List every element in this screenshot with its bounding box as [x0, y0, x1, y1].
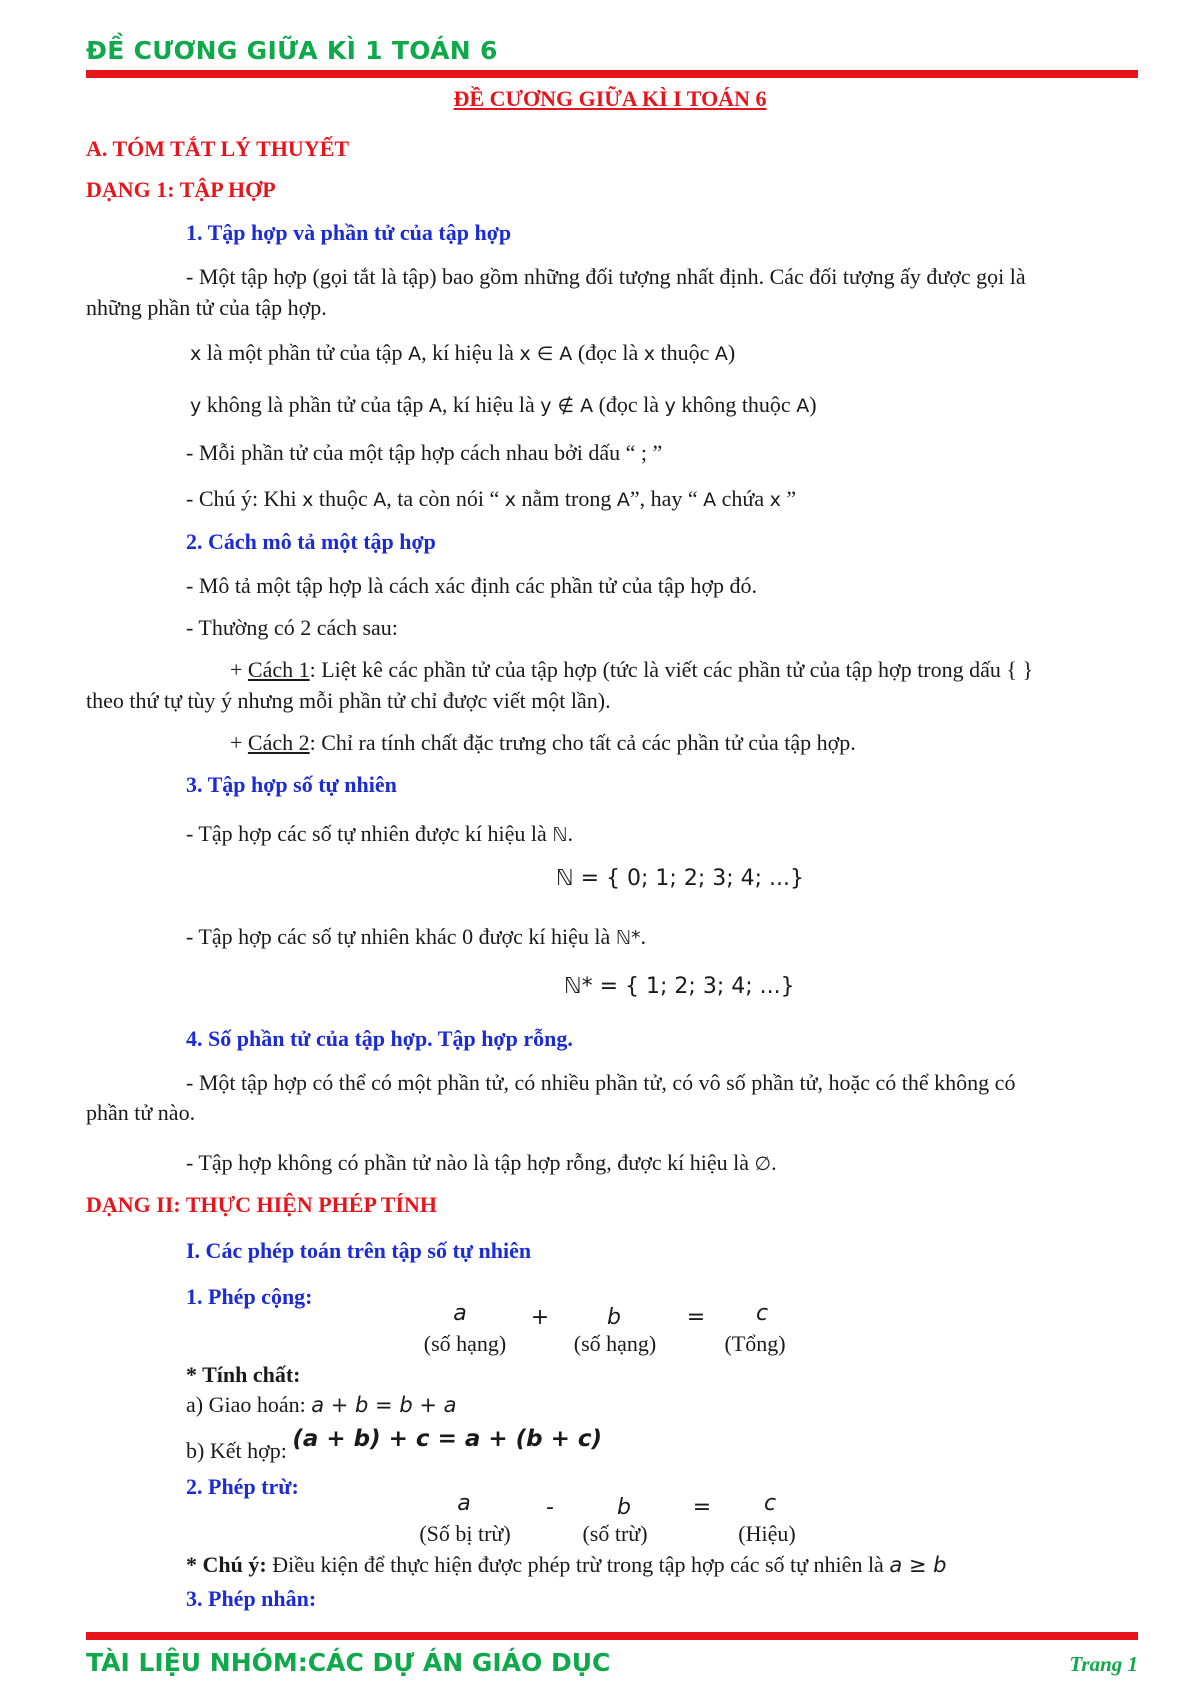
add-eq: =	[686, 1305, 706, 1330]
properties-label: * Tính chất:	[186, 1362, 301, 1387]
s2-paragraph-1: - Mô tả một tập hợp là cách xác định các phần tử của tập hợp đó.	[186, 573, 757, 598]
section-a-heading: A. TÓM TẮT LÝ THUYẾT	[86, 136, 350, 161]
dang2-heading: DẠNG II: THỰC HIỆN PHÉP TÍNH	[86, 1192, 438, 1217]
s1-heading: 1. Tập hợp và phần tử của tập hợp	[186, 220, 512, 245]
associative-formula: (a + b) + c = a + (b + c)	[292, 1426, 603, 1452]
s4-paragraph-1b: phần tử nào.	[86, 1100, 196, 1125]
s1-paragraph-1b: những phần tử của tập hợp.	[86, 295, 327, 320]
empty-set-symbol: ∅	[754, 1153, 772, 1175]
sub-minus: -	[546, 1495, 554, 1520]
sub-label-c: (Hiệu)	[738, 1521, 796, 1546]
sub-label-b: (số trừ)	[582, 1521, 648, 1546]
add-a: a	[453, 1301, 467, 1326]
dang1-heading: DẠNG 1: TẬP HỢP	[86, 177, 276, 202]
var-y: y	[190, 395, 202, 417]
s2-method-1-cont: theo thứ tự tùy ý nhưng mỗi phần tử chỉ được viết một lần).	[86, 688, 611, 713]
footer-publisher: TÀI LIỆU NHÓM:CÁC DỰ ÁN GIÁO DỤC	[86, 1648, 611, 1677]
subtraction-note: * Chú ý: Điều kiện để thực hiện được phép trừ trong tập hợp các số tự nhiên là a ≥ b	[186, 1552, 947, 1577]
s2-paragraph-2: - Thường có 2 cách sau:	[186, 615, 398, 640]
document-title: ĐỀ CƯƠNG GIỮA KÌ I TOÁN 6	[453, 86, 767, 111]
s1-paragraph-4: - Mỗi phần tử của một tập hợp cách nhau bởi dấu “ ; ”	[186, 440, 663, 465]
sub-c: c	[763, 1491, 777, 1516]
s1-note-line: - Chú ý: Khi x thuộc A, ta còn nói “ x nằm trong A”, hay “ A chứa x ”	[186, 486, 797, 511]
add-b: b	[607, 1305, 621, 1330]
header-rule	[86, 70, 1138, 78]
s3-paragraph-2: - Tập hợp các số tự nhiên khác 0 được kí hiệu là ℕ*.	[186, 924, 646, 949]
formula-x-in-A: x ∈ A	[519, 343, 573, 365]
s3-equation-1: ℕ = { 0; 1; 2; 3; 4; ...}	[556, 866, 805, 891]
sub-eq: =	[692, 1495, 712, 1520]
operations-heading: I. Các phép toán trên tập số tự nhiên	[186, 1238, 532, 1263]
sub-b: b	[617, 1495, 631, 1520]
commutative-formula: a + b = b + a	[311, 1393, 457, 1417]
var-A: A	[408, 343, 422, 365]
s1-nonmembership-line: y không là phần tử của tập A, kí hiệu là y ∉ A (đọc là y không thuộc A)	[190, 392, 817, 417]
formula-y-notin-A: y ∉ A	[540, 395, 594, 417]
add-plus: +	[530, 1305, 550, 1330]
addition-heading: 1. Phép cộng:	[186, 1284, 313, 1309]
add-label-c: (Tổng)	[724, 1331, 786, 1356]
method-1-label: Cách 1	[247, 657, 310, 682]
s2-method-1: + Cách 1: Liệt kê các phần tử của tập hợp (tức là viết các phần tử của tập hợp trong dấu { }	[230, 657, 1034, 682]
s3-equation-2: ℕ* = { 1; 2; 3; 4; ...}	[564, 974, 795, 999]
method-2-label: Cách 2	[247, 730, 310, 755]
s3-paragraph-1: - Tập hợp các số tự nhiên được kí hiệu là ℕ.	[186, 821, 573, 846]
s2-method-2: + Cách 2: Chỉ ra tính chất đặc trưng cho tất cả các phần tử của tập hợp.	[230, 730, 856, 755]
sub-label-a: (Số bị trừ)	[419, 1521, 511, 1546]
property-associative: b) Kết hợp: (a + b) + c = a + (b + c)	[186, 1426, 603, 1463]
s3-heading: 3. Tập hợp số tự nhiên	[186, 772, 397, 797]
natural-nonzero-symbol: ℕ*	[615, 927, 641, 949]
add-label-b: (số hạng)	[573, 1331, 657, 1356]
s4-paragraph-2: - Tập hợp không có phần tử nào là tập hợp rỗng, được kí hiệu là ∅.	[186, 1150, 777, 1175]
natural-numbers-symbol: ℕ	[552, 824, 568, 846]
sub-a: a	[457, 1491, 471, 1516]
property-commutative: a) Giao hoán: a + b = b + a	[186, 1392, 457, 1417]
subtraction-condition-formula: a ≥ b	[889, 1553, 947, 1577]
multiplication-heading: 3. Phép nhân:	[186, 1586, 317, 1611]
s1-paragraph-1a: - Một tập hợp (gọi tắt là tập) bao gồm những đối tượng nhất định. Các đối tượng ấy được gọi là	[186, 264, 1026, 289]
footer-rule	[86, 1632, 1138, 1640]
header-title: ĐỀ CƯƠNG GIỮA KÌ 1 TOÁN 6	[86, 36, 498, 65]
page-number: Trang 1	[1069, 1652, 1138, 1676]
s4-heading: 4. Số phần tử của tập hợp. Tập hợp rỗng.	[186, 1026, 573, 1051]
s2-heading: 2. Cách mô tả một tập hợp	[186, 529, 436, 554]
subtraction-heading: 2. Phép trừ:	[186, 1474, 299, 1499]
s1-membership-line: x là một phần tử của tập A, kí hiệu là x ∈ A (đọc là x thuộc A)	[190, 340, 736, 365]
add-c: c	[755, 1301, 769, 1326]
s4-paragraph-1a: - Một tập hợp có thể có một phần tử, có nhiều phần tử, có vô số phần tử, hoặc có thể không có	[186, 1070, 1016, 1095]
add-label-a: (số hạng)	[423, 1331, 507, 1356]
var-x: x	[190, 343, 202, 365]
